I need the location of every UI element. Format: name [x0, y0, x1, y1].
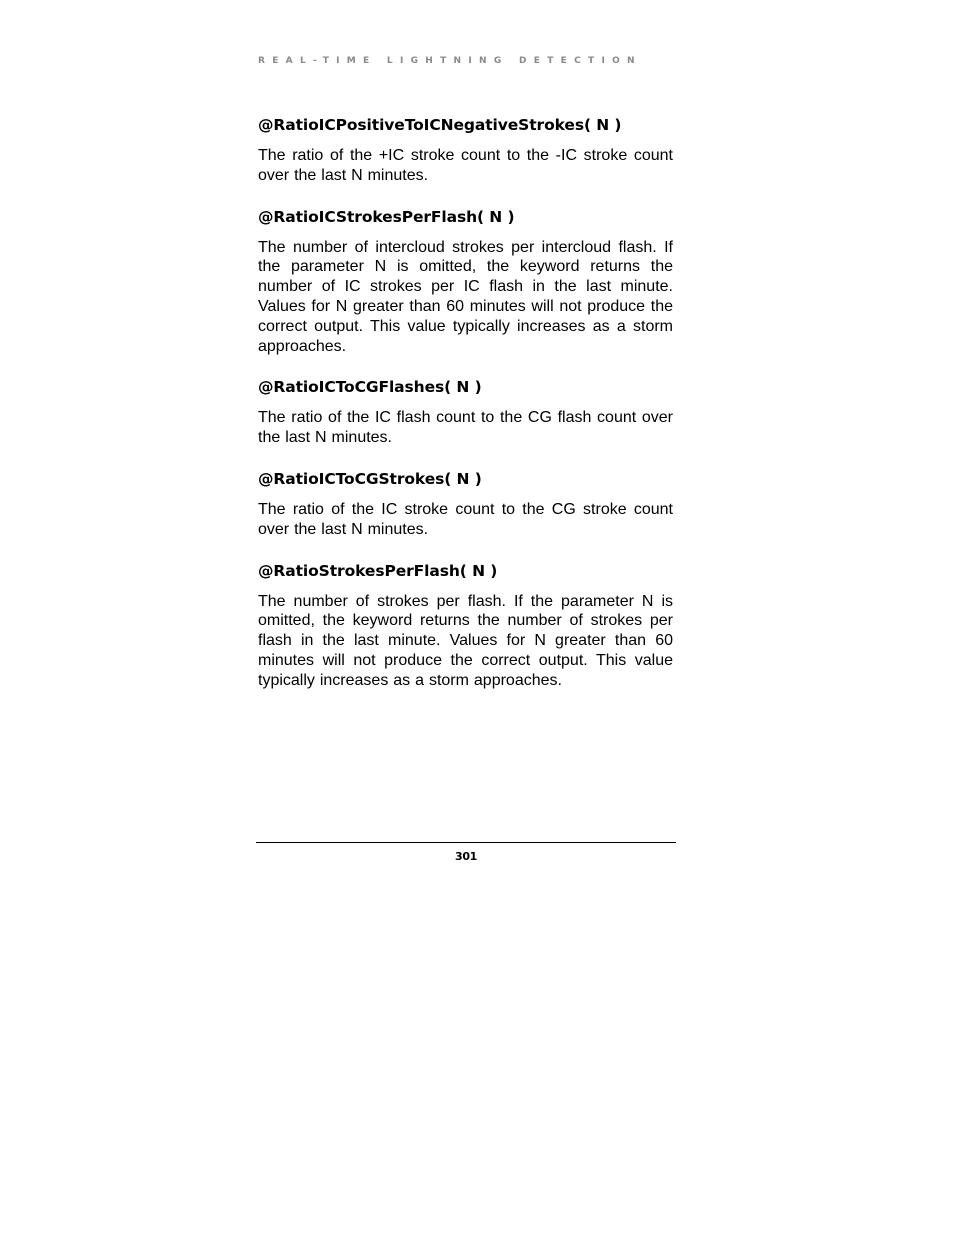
keyword-heading: @RatioICToCGStrokes( N ): [258, 469, 482, 488]
keyword-description: The number of intercloud strokes per intercloud flash. If the parameter N is omitted, the keyword returns the number of IC strokes per IC flash in the last minute. Values for N greater than 60 minutes will not produce the correct output. This value typically increases as a storm approaches.: [258, 238, 673, 355]
page-content: [258, 116, 673, 691]
keyword-description: The ratio of the IC stroke count to the CG stroke count over the last N minutes.: [258, 500, 673, 538]
keyword-entry-ratio-ic-positive-to-ic-negative-strokes: [258, 116, 673, 186]
keyword-heading: @RatioStrokesPerFlash( N ): [258, 561, 498, 580]
keyword-entry-ratio-strokes-per-flash: [258, 562, 673, 691]
keyword-heading: @RatioICPositiveToICNegativeStrokes( N ): [258, 116, 622, 134]
keyword-description: The ratio of the IC flash count to the CG flash count over the last N minutes.: [258, 409, 673, 447]
keyword-entry-ratio-ic-strokes-per-flash: [258, 208, 673, 357]
page-number: 301: [454, 850, 478, 863]
keyword-heading: @RatioICStrokesPerFlash( N ): [258, 207, 515, 226]
keyword-entry-ratio-ic-to-cg-strokes: [258, 470, 673, 540]
footer-divider: [256, 842, 676, 843]
keyword-description: The number of strokes per flash. If the parameter N is omitted, the keyword returns the number of strokes per flash in the last minute. Values for N greater than 60 minutes will not produce the correct output. This value typically increases as a storm approaches.: [258, 592, 673, 689]
keyword-entry-ratio-ic-to-cg-flashes: [258, 378, 673, 448]
keyword-heading: @RatioICToCGFlashes( N ): [258, 378, 482, 397]
keyword-description: The ratio of the +IC stroke count to the -IC stroke count over the last N minutes.: [258, 147, 673, 184]
running-header: REAL-TIME LIGHTNING DETECTION: [258, 56, 642, 66]
